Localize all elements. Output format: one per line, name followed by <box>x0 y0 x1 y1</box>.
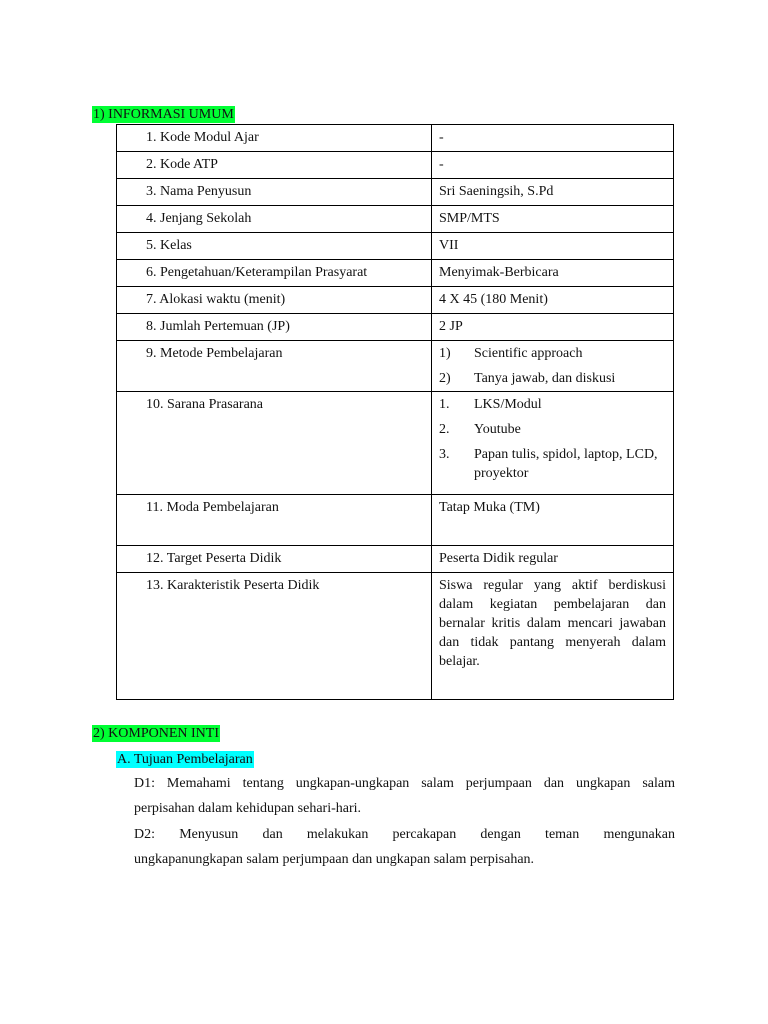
sarana-list <box>439 395 666 483</box>
row-label: 4. Jenjang Sekolah <box>117 206 432 233</box>
table-row <box>117 314 674 341</box>
row-value: 2 JP <box>432 314 674 341</box>
list-item <box>439 395 666 414</box>
row-value: VII <box>432 233 674 260</box>
row-label: 3. Nama Penyusun <box>117 179 432 206</box>
objective-d1-line2: perpisahan dalam kehidupan sehari-hari. <box>134 801 362 816</box>
row-label: 2. Kode ATP <box>117 152 432 179</box>
list-number: 2. <box>439 422 450 437</box>
table-row <box>117 392 674 495</box>
row-value: - <box>432 125 674 152</box>
subsection-a-heading: A. Tujuan Pembelajaran <box>117 752 253 767</box>
row-label: 6. Pengetahuan/Keterampilan Prasyarat <box>117 260 432 287</box>
row-label: 8. Jumlah Pertemuan (JP) <box>117 314 432 341</box>
row-label: 13. Karakteristik Peserta Didik <box>117 573 432 700</box>
table-row <box>117 206 674 233</box>
list-item <box>439 445 666 483</box>
section-1-heading: 1) INFORMASI UMUM <box>93 107 234 122</box>
row-label: 5. Kelas <box>117 233 432 260</box>
objective-d2 <box>134 822 675 872</box>
row-value: Siswa regular yang aktif berdiskusi dalam kegiatan pembelajaran dan bernalar kritis dalam mencari jawaban dan tidak pantang menyerah dalam belajar. <box>432 573 674 700</box>
row-value: - <box>432 152 674 179</box>
list-text: Youtube <box>474 422 521 437</box>
row-value <box>432 341 674 392</box>
list-text: Tanya jawab, dan diskusi <box>474 371 616 386</box>
table-row <box>117 495 674 546</box>
list-item <box>439 344 666 363</box>
objective-d1-line1: D1: Memahami tentang ungkapan-ungkapan salam perjumpaan dan ungkapan salam <box>134 776 675 791</box>
table-row <box>117 341 674 392</box>
list-number: 3. <box>439 447 450 462</box>
table-row <box>117 233 674 260</box>
row-label: 11. Moda Pembelajaran <box>117 495 432 546</box>
table-row <box>117 573 674 700</box>
row-label: 12. Target Peserta Didik <box>117 546 432 573</box>
table-row <box>117 287 674 314</box>
list-text: Papan tulis, spidol, laptop, LCD, proyektor <box>474 447 658 481</box>
row-label: 9. Metode Pembelajaran <box>117 341 432 392</box>
informasi-umum-table <box>116 124 674 700</box>
table-row <box>117 260 674 287</box>
row-value: 4 X 45 (180 Menit) <box>432 287 674 314</box>
row-value: Menyimak-Berbicara <box>432 260 674 287</box>
table-row <box>117 125 674 152</box>
section-2-heading: 2) KOMPONEN INTI <box>93 726 219 741</box>
table-row <box>117 179 674 206</box>
list-number: 2) <box>439 371 451 386</box>
objective-d2-line1: D2: Menyusun dan melakukan percakapan dengan teman mengunakan <box>134 827 675 842</box>
list-item <box>439 420 666 439</box>
row-value: SMP/MTS <box>432 206 674 233</box>
row-value <box>432 392 674 495</box>
table-row <box>117 546 674 573</box>
row-value: Tatap Muka (TM) <box>432 495 674 546</box>
list-number: 1) <box>439 346 451 361</box>
list-item <box>439 369 666 388</box>
metode-list <box>439 344 666 388</box>
list-text: LKS/Modul <box>474 397 542 412</box>
list-text: Scientific approach <box>474 346 583 361</box>
objective-d1 <box>134 771 675 821</box>
row-label: 1. Kode Modul Ajar <box>117 125 432 152</box>
row-value: Sri Saeningsih, S.Pd <box>432 179 674 206</box>
table-row <box>117 152 674 179</box>
list-number: 1. <box>439 397 450 412</box>
row-value: Peserta Didik regular <box>432 546 674 573</box>
row-label: 10. Sarana Prasarana <box>117 392 432 495</box>
row-label: 7. Alokasi waktu (menit) <box>117 287 432 314</box>
objective-d2-line2: ungkapanungkapan salam perjumpaan dan ungkapan salam perpisahan. <box>134 852 535 867</box>
